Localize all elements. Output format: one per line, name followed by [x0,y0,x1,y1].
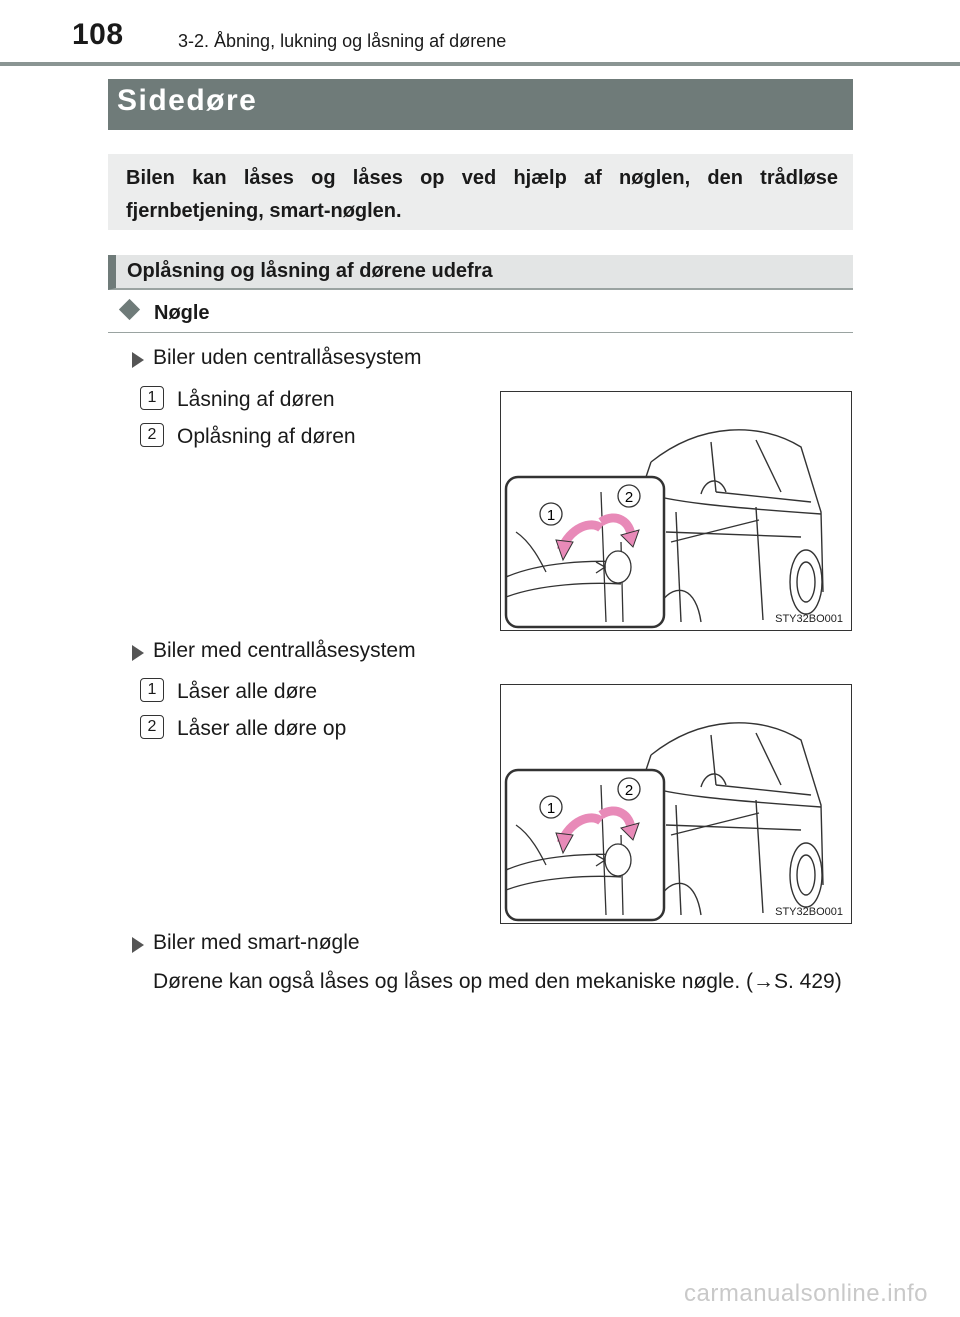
group1-item-1-label: Låsning af døren [177,388,335,411]
zoom-inset-frame [506,477,664,627]
zoom-inset-frame [506,770,664,920]
number-badge: 1 [140,386,164,410]
section-banner [108,79,853,130]
page-number: 108 [72,18,124,51]
callout-2-label: 2 [624,782,634,799]
number-badge: 2 [140,715,164,739]
page-header [0,0,960,62]
figure-key-lock-2 [500,684,852,924]
section-title: Sidedøre [117,84,258,117]
number-badge: 2 [140,423,164,447]
subsection-title: Oplåsning og låsning af dørene udefra [127,260,493,282]
group3-text: Dørene kan også låses og låses op med den mekaniske nøgle. (→S. 429) [153,970,842,993]
group2-item-2-label: Låser alle døre op [177,717,347,740]
figure-key-lock-1 [500,391,852,631]
diamond-icon [119,299,140,320]
callout-2-label: 2 [624,489,634,506]
callout-1-label: 1 [546,507,556,524]
header-rule [0,62,960,66]
group1-item-2-label: Oplåsning af døren [177,425,356,448]
number-badge: 1 [140,678,164,702]
callout-1-label: 1 [546,800,556,817]
intro-text: Bilen kan låses og låses op ved hjælp af nøglen, den trådløse fjernbetjening, smart-nøglen. [126,167,838,222]
figure-code: STY32BO001 [775,613,843,625]
group3-title: Biler med smart-nøgle [153,931,360,954]
key-heading-row [108,296,853,333]
triangle-bullet-icon [132,645,144,661]
car-door-key-illustration [501,392,852,631]
car-door-key-illustration [501,685,852,924]
figure-code: STY32BO001 [775,906,843,918]
group1-title: Biler uden centrallåsesystem [153,346,422,369]
group2-title: Biler med centrallåsesystem [153,639,416,662]
group2-item-1-label: Låser alle døre [177,680,318,703]
triangle-bullet-icon [132,937,144,953]
chapter-title: 3-2. Åbning, lukning og låsning af dørene [178,31,507,51]
intro-box [108,154,853,230]
triangle-bullet-icon [132,352,144,368]
watermark: carmanualsonline.info [684,1280,928,1307]
key-heading: Nøgle [154,302,210,324]
subsection-banner [108,255,853,290]
